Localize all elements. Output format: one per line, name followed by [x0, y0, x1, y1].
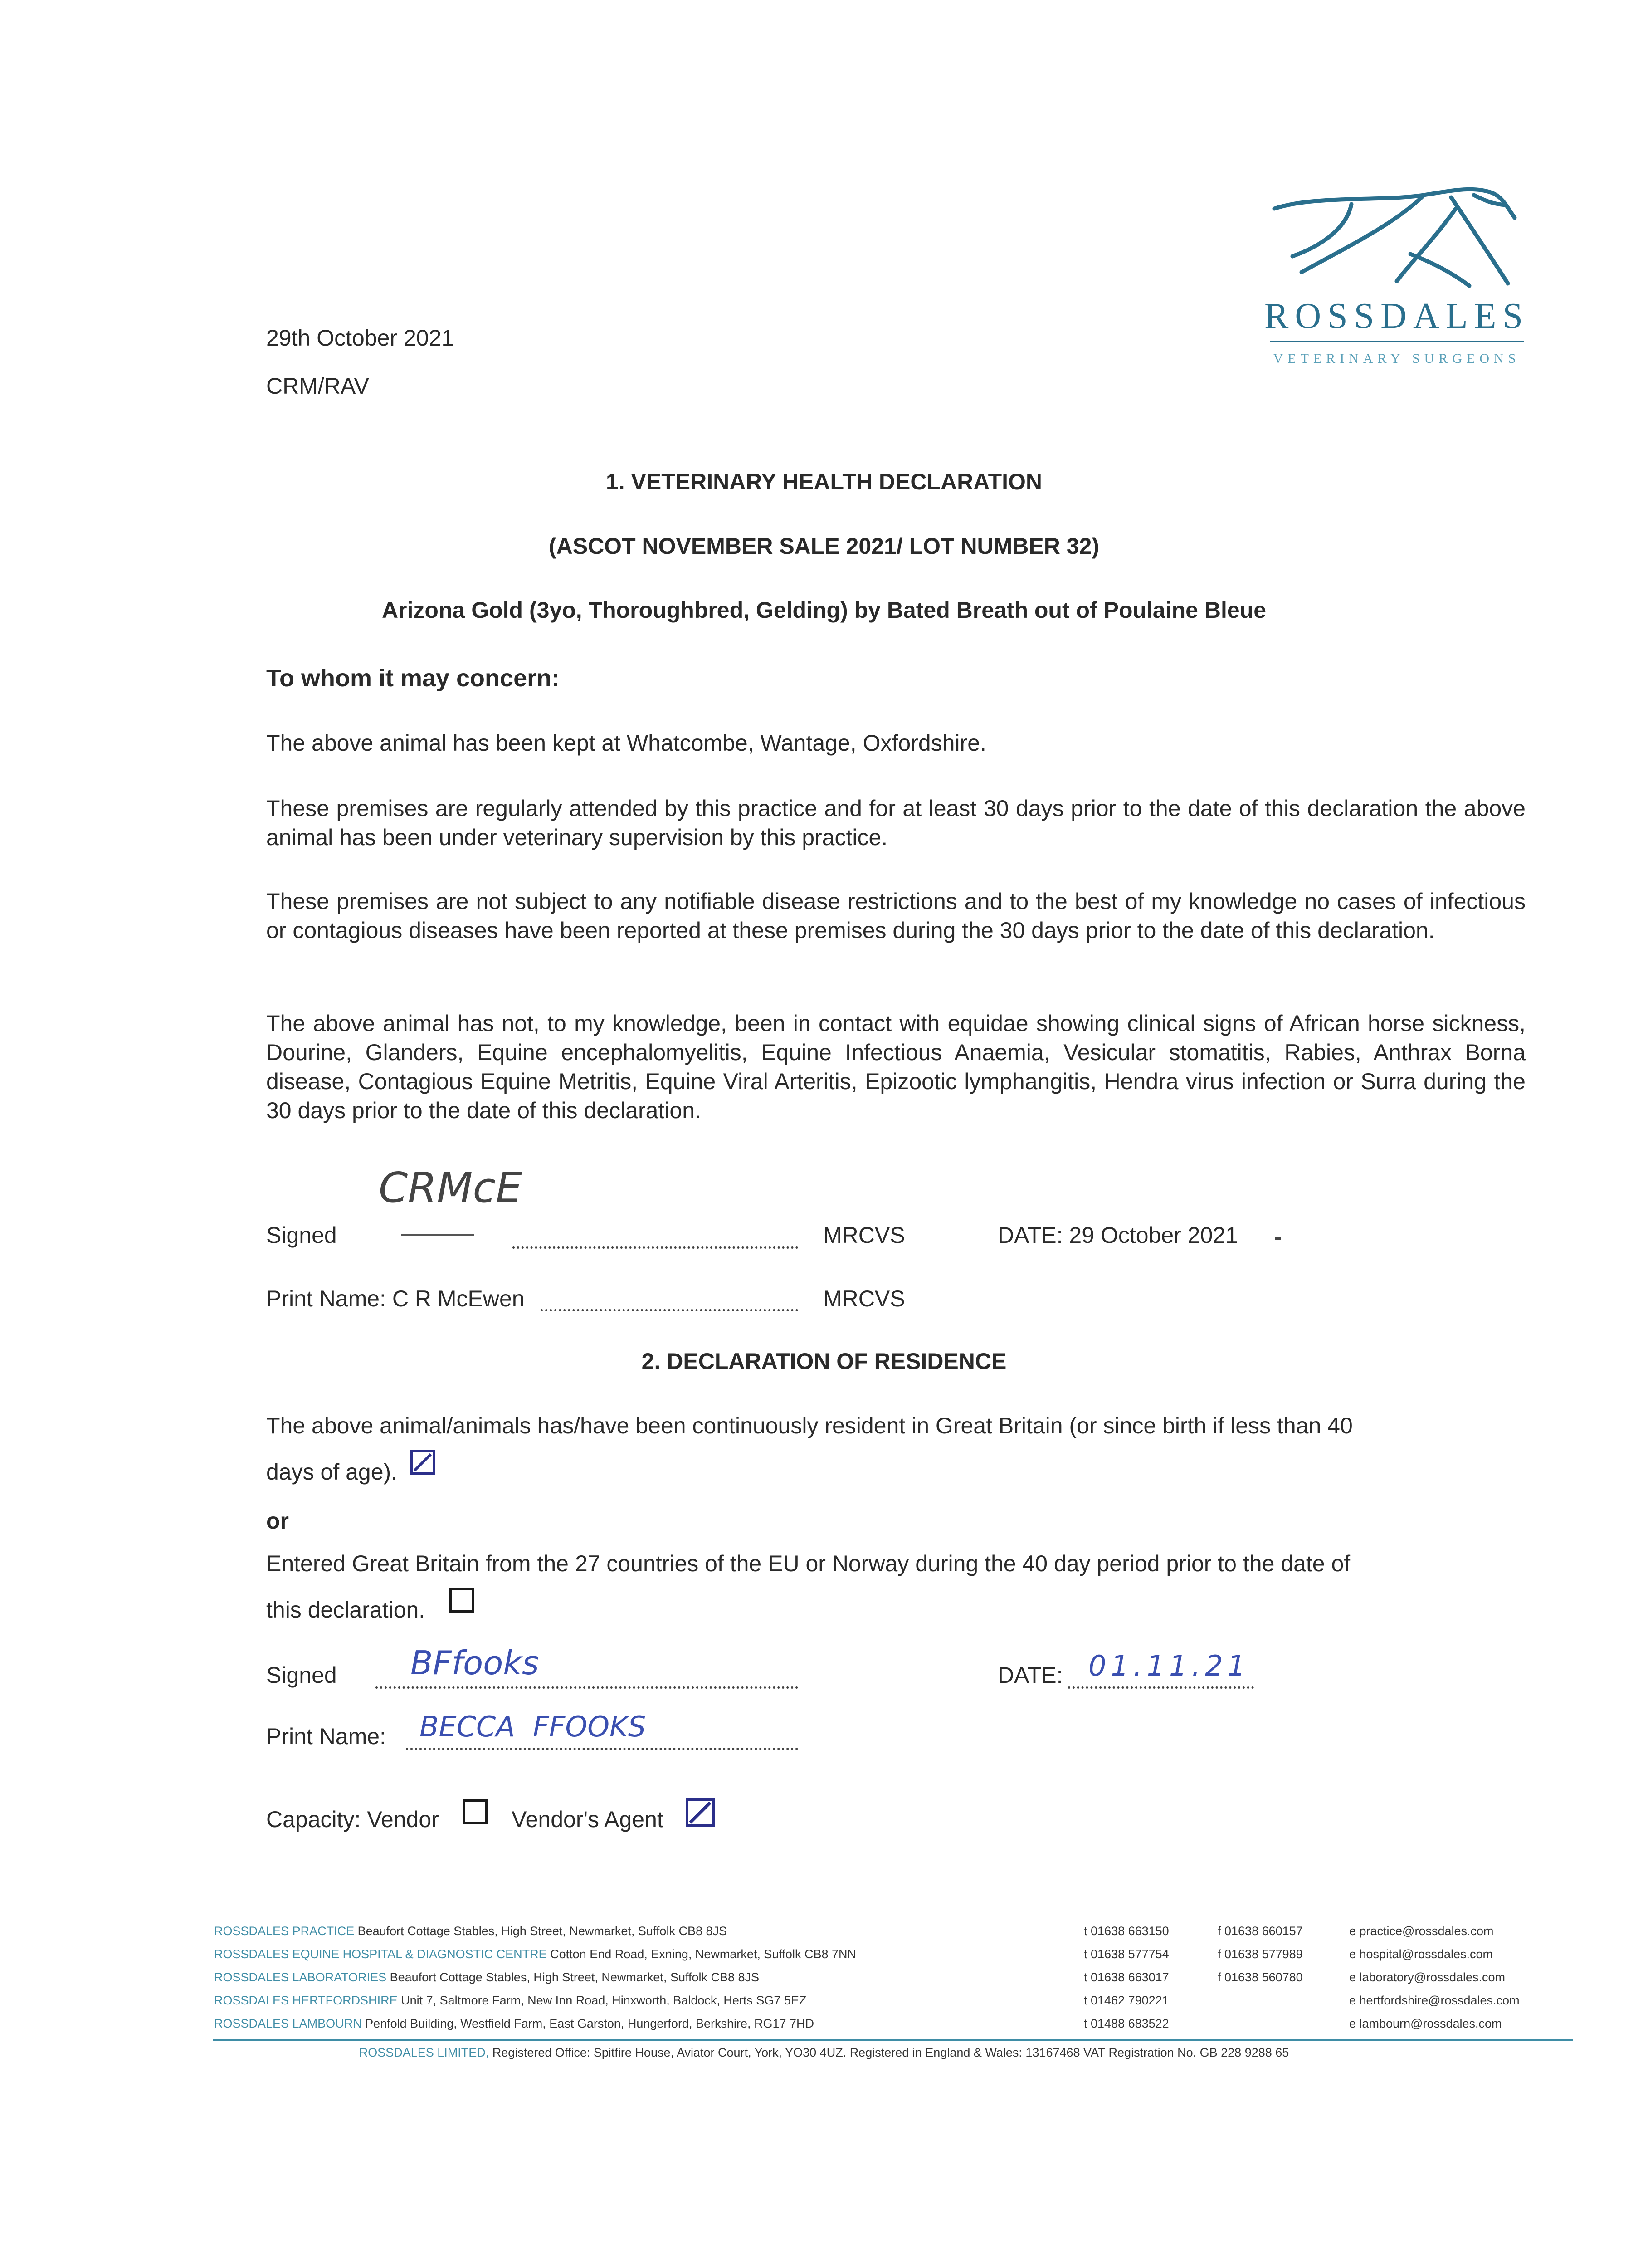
office-fax: f 01638 577989 [1218, 1947, 1303, 1961]
residence-option1-line2: days of age). [266, 1459, 398, 1485]
office-name: ROSSDALES PRACTICE [214, 1924, 355, 1938]
salutation: To whom it may concern: [266, 665, 560, 692]
agent-date-handwritten: 01.11.21 [1088, 1649, 1250, 1682]
office-telephone: t 01488 683522 [1084, 2017, 1169, 2030]
capacity-label: Capacity: Vendor [266, 1807, 439, 1832]
office-email: e hertfordshire@rossdales.com [1349, 1994, 1520, 2007]
vet-signature-line [512, 1246, 798, 1249]
vet-signature-stroke [401, 1234, 474, 1236]
agent-date-line [1068, 1686, 1254, 1689]
office-telephone: t 01638 577754 [1084, 1947, 1169, 1961]
agent-signature: BFfooks [410, 1644, 539, 1682]
office-name: ROSSDALES LAMBOURN [214, 2017, 362, 2030]
footer-divider [213, 2039, 1573, 2041]
vet-signature-text: CRMcE [379, 1163, 522, 1212]
office-email: e laboratory@rossdales.com [1349, 1970, 1506, 1984]
checkbox-check-icon [688, 1801, 712, 1824]
office-fax: f 01638 660157 [1218, 1924, 1303, 1938]
vendors-agent-checkbox[interactable] [686, 1798, 715, 1827]
footer-office-row [214, 1970, 759, 1985]
office-address: Cotton End Road, Exning, Newmarket, Suffolk CB8 7NN [550, 1947, 856, 1961]
office-address: Beaufort Cottage Stables, High Street, Newmarket, Suffolk CB8 8JS [390, 1970, 760, 1984]
checkbox-check-icon [413, 1452, 433, 1472]
vet-signed-label: Signed [266, 1222, 337, 1248]
residence-option2-checkbox[interactable] [449, 1588, 474, 1613]
residence-option2-line2: this declaration. [266, 1597, 425, 1623]
vendors-agent-label: Vendor's Agent [512, 1807, 663, 1832]
footer-registration [0, 2045, 1648, 2060]
agent-signed-label: Signed [266, 1662, 337, 1688]
agent-print-name-line [406, 1748, 798, 1750]
agent-print-name-label: Print Name: [266, 1724, 386, 1749]
registered-office-text: Registered Office: Spitfire House, Aviator Court, York, YO30 4UZ. Registered in England & Wales: 13167468 VAT Registration No. GB 228 9288 65 [492, 2046, 1289, 2059]
letter-reference: CRM/RAV [266, 373, 369, 399]
footer-office-row [214, 2016, 814, 2031]
office-address: Penfold Building, Westfield Farm, East Garston, Hungerford, Berkshire, RG17 7HD [365, 2017, 814, 2030]
office-name: ROSSDALES EQUINE HOSPITAL & DIAGNOSTIC CENTRE [214, 1947, 547, 1961]
paragraph-no-restrictions: These premises are not subject to any notifiable disease restrictions and to the best of my knowledge no cases of infectious or contagious diseases have been reported at these premises during the 30 days prior to the date of this declaration. [266, 889, 1526, 943]
letter-date: 29th October 2021 [266, 325, 454, 351]
section1-title: 1. VETERINARY HEALTH DECLARATION [605, 469, 1043, 494]
footer-office-row [214, 1946, 856, 1962]
vet-signature [379, 1163, 522, 1212]
vet-print-name: Print Name: C R McEwen [266, 1286, 525, 1311]
paragraph-supervision: These premises are regularly attended by this practice and for at least 30 days prior to the date of this declaration the above animal has been under veterinary supervision by this practice. [266, 796, 1526, 850]
office-address: Beaufort Cottage Stables, High Street, Newmarket, Suffolk CB8 8JS [357, 1924, 727, 1938]
logo-wordmark: ROSSDALES [1264, 296, 1529, 336]
or-label: or [266, 1508, 289, 1534]
horse-logo-icon [1261, 177, 1533, 308]
logo-underline [1270, 341, 1524, 342]
logo-tagline: VETERINARY SURGEONS [1273, 351, 1521, 366]
registered-company-name: ROSSDALES LIMITED, [359, 2046, 489, 2059]
vet-print-mrcvs: MRCVS [823, 1286, 905, 1311]
vet-print-name-line [541, 1309, 798, 1311]
residence-option1-checkbox[interactable] [410, 1450, 435, 1475]
footer-office-row [214, 1923, 727, 1939]
agent-date-label: DATE: [998, 1662, 1063, 1688]
section2-title: 2. DECLARATION OF RESIDENCE [641, 1349, 1007, 1374]
vet-date: DATE: 29 October 2021 [998, 1222, 1238, 1248]
office-fax: f 01638 560780 [1218, 1970, 1303, 1984]
rossdales-logo [1261, 177, 1533, 386]
office-name: ROSSDALES HERTFORDSHIRE [214, 1994, 398, 2007]
paragraph-kept-at: The above animal has been kept at Whatcombe, Wantage, Oxfordshire. [266, 730, 986, 756]
paragraph-no-contact: The above animal has not, to my knowledge, been in contact with equidae showing clinical signs of African horse sickness, Dourine, Glanders, Equine encephalomyelitis, Equine Infectious Anaemia, Vesicular stomatitis, Rabies, Anthrax Borna disease, Contagious Equine Metritis, Equine Viral Arteritis, Epizootic lymphangitis, Hendra virus infection or Surra during the 30 days prior to the date of this declaration. [266, 1011, 1526, 1123]
vet-mrcvs: MRCVS [823, 1222, 905, 1248]
office-email: e hospital@rossdales.com [1349, 1947, 1493, 1961]
office-email: e practice@rossdales.com [1349, 1924, 1494, 1938]
office-name: ROSSDALES LABORATORIES [214, 1970, 387, 1984]
footer-office-row [214, 1993, 806, 2008]
office-email: e lambourn@rossdales.com [1349, 2017, 1502, 2030]
office-telephone: t 01638 663017 [1084, 1970, 1169, 1984]
residence-option2-line1: Entered Great Britain from the 27 countries of the EU or Norway during the 40 day period prior to the date of [266, 1551, 1351, 1576]
residence-option1-line1: The above animal/animals has/have been continuously resident in Great Britain (or since birth if less than 40 [266, 1413, 1353, 1438]
section1-subtitle: (ASCOT NOVEMBER SALE 2021/ LOT NUMBER 32) [548, 533, 1100, 559]
agent-signature-line [375, 1686, 798, 1689]
agent-print-name-handwritten: BECCA FFOOKS [419, 1710, 646, 1743]
animal-description: Arizona Gold (3yo, Thoroughbred, Gelding) by Bated Breath out of Poulaine Bleue [381, 597, 1267, 623]
office-telephone: t 01462 790221 [1084, 1994, 1169, 2007]
vet-date-tick [1275, 1237, 1281, 1240]
office-telephone: t 01638 663150 [1084, 1924, 1169, 1938]
office-address: Unit 7, Saltmore Farm, New Inn Road, Hinxworth, Baldock, Herts SG7 5EZ [401, 1994, 807, 2007]
vendor-checkbox[interactable] [463, 1799, 488, 1824]
